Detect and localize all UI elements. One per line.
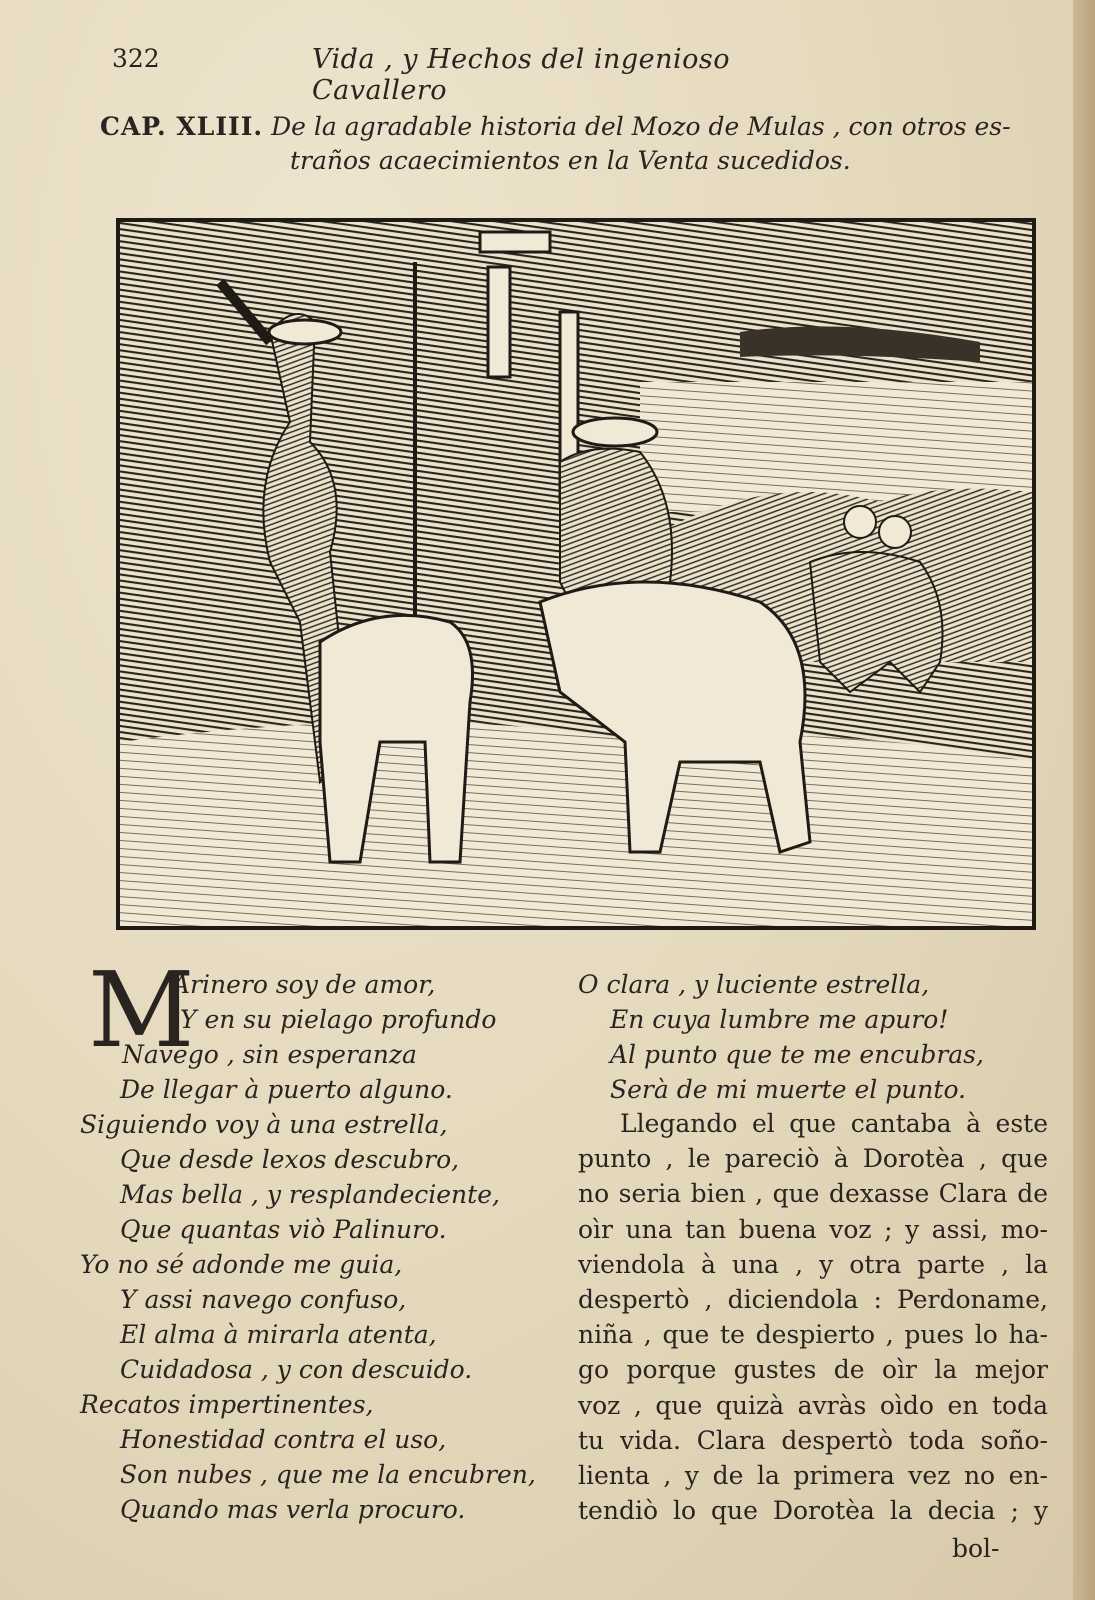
chapter-heading — [100, 110, 1055, 178]
verse-line: Arinero soy de amor, — [172, 970, 436, 999]
chapter-title-line1: De la agradable historia del Mozo de Mulas , con otros es- — [271, 112, 1011, 141]
prose-line: despertò , diciendola : Perdoname, — [578, 1285, 1048, 1315]
catchword: bol- — [952, 1534, 1000, 1563]
prose-line: niña , que te despierto , pues lo ha- — [578, 1320, 1048, 1350]
verse-line: Quando mas verla procuro. — [120, 1495, 466, 1524]
drop-capital: M — [88, 949, 195, 1071]
verse-line: Mas bella , y resplandeciente, — [120, 1180, 500, 1209]
prose-line: voz , que quizà avràs oìdo en toda — [578, 1390, 1048, 1420]
verse-line: Son nubes , que me la encubren, — [120, 1460, 536, 1489]
verse-line: Que quantas viò Palinuro. — [120, 1215, 447, 1244]
prose-line: go porque gustes de oìr la mejor — [578, 1355, 1048, 1385]
woodcut-engraving-icon — [120, 222, 1032, 926]
chapter-title-line2: traños acaecimientos en la Venta sucedidos. — [290, 146, 851, 175]
prose-line: tendiò lo que Dorotèa la decia ; y — [578, 1496, 1048, 1526]
verse-line: Cuidadosa , y con descuido. — [120, 1355, 473, 1384]
prose-line: tu vida. Clara despertò toda soño- — [578, 1425, 1048, 1455]
verse-line: Navego , sin esperanza — [122, 1040, 417, 1069]
prose-line: viendola à una , y otra parte , la — [578, 1249, 1048, 1279]
verse-line: En cuya lumbre me apuro! — [610, 1005, 949, 1034]
prose-paragraph — [578, 1106, 1048, 1528]
page-edge — [1073, 0, 1095, 1600]
verse-line: El alma à mirarla atenta, — [120, 1320, 437, 1349]
verse-line: Que desde lexos descubro, — [120, 1145, 460, 1174]
prose-line: no seria bien , que dexasse Clara de — [578, 1179, 1048, 1209]
verse-line: Al punto que te me encubras, — [610, 1040, 984, 1069]
verse-line: Serà de mi muerte el punto. — [610, 1075, 967, 1104]
verse-line: Honestidad contra el uso, — [120, 1425, 447, 1454]
running-head: Vida , y Hechos del ingenioso Cavallero — [312, 44, 731, 106]
verse-line: Y en su pielago profundo — [180, 1005, 497, 1034]
prose-line: Llegando el que cantaba à este — [620, 1109, 1048, 1138]
verse-line: De llegar à puerto alguno. — [120, 1075, 453, 1104]
page-number: 322 — [112, 44, 160, 73]
prose-line: oìr una tan buena voz ; y assi, mo- — [578, 1214, 1048, 1244]
verse-line: Recatos impertinentes, — [80, 1390, 374, 1419]
page-header — [112, 40, 852, 106]
verse-line: Yo no sé adonde me guia, — [80, 1250, 403, 1279]
prose-line: punto , le pareciò à Dorotèa , que — [578, 1144, 1048, 1174]
chapter-label: CAP. XLIII. — [100, 112, 264, 141]
verse-line: O clara , y luciente estrella, — [578, 970, 930, 999]
prose-line: lienta , y de la primera vez no en- — [578, 1461, 1048, 1491]
verse-line: Siguiendo voy à una estrella, — [80, 1110, 448, 1139]
verse-line: Y assi navego confuso, — [120, 1285, 407, 1314]
woodcut-illustration — [116, 218, 1036, 930]
